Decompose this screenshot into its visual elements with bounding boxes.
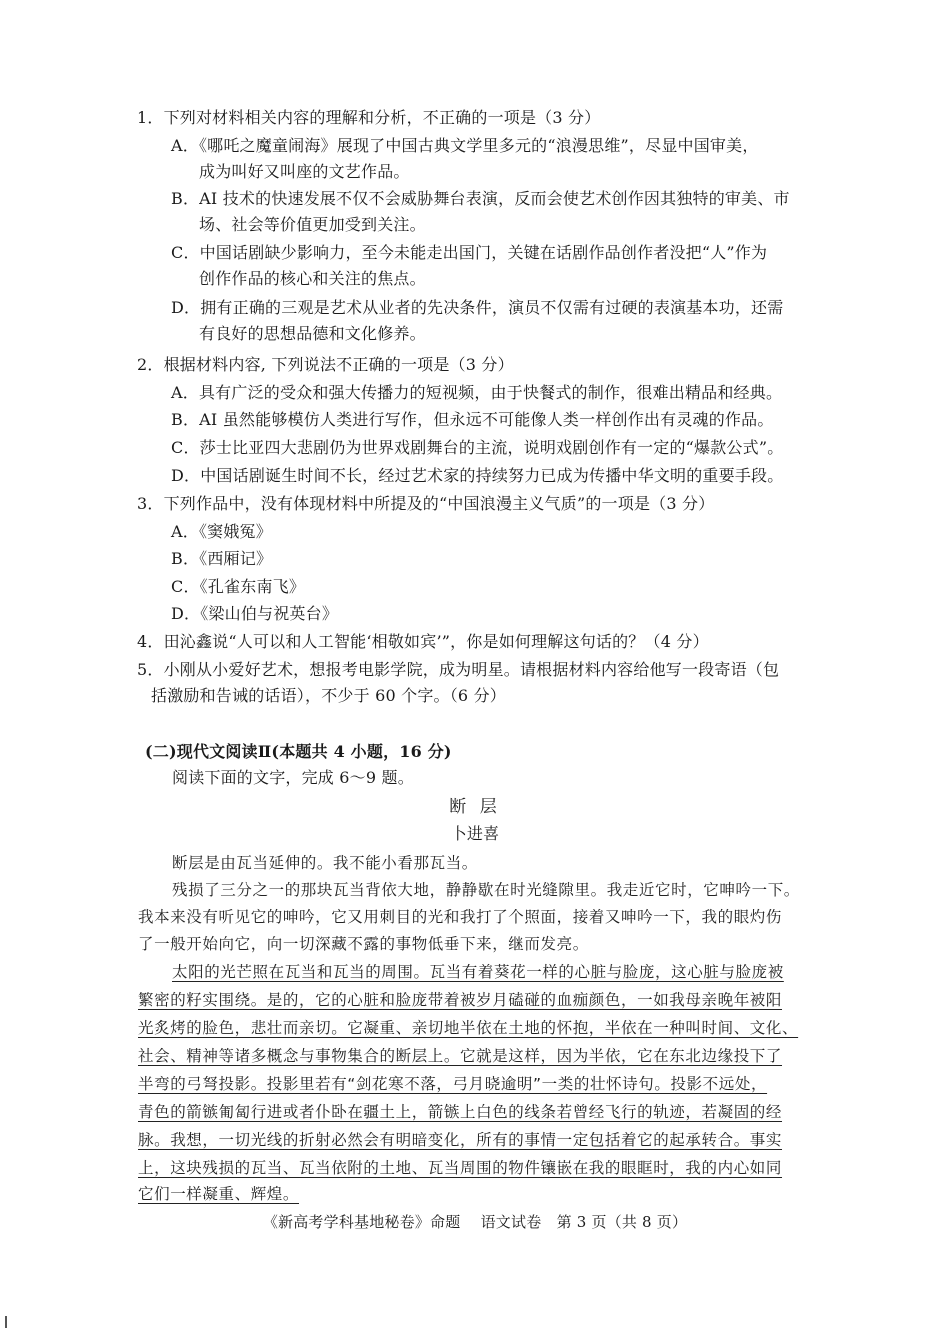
section-instruction: 阅读下面的文字，完成 6～9 题。 xyxy=(172,768,414,787)
question-3-option-b: B．《西厢记》 xyxy=(171,549,273,568)
question-2-option-c: C．莎士比亚四大悲剧仍为世界戏剧舞台的主流，说明戏剧创作有一定的“爆款公式”。 xyxy=(171,438,784,457)
section-heading: (二)现代文阅读Ⅱ(本题共 4 小题，16 分) xyxy=(145,742,452,761)
passage-paragraph-3-line-7: 脉。我想，一切光线的折射必然会有明暗变化，所有的事情一定包括着它的起承转合。事实 xyxy=(138,1131,783,1149)
passage-paragraph-2-line-3: 了一般开始向它，向一切深藏不露的事物低垂下来，继而发亮。 xyxy=(138,935,589,953)
question-5-cont: 括激励和告诫的话语），不少于 60 个字。（6 分） xyxy=(151,686,506,705)
question-5: 5．小刚从小爱好艺术，想报考电影学院，成为明星。请根据材料内容给他写一段寄语（包 xyxy=(137,660,780,679)
question-1-option-c-cont: 创作作品的核心和关注的焦点。 xyxy=(199,269,426,288)
passage-paragraph-3-line-5: 半弯的弓弩投影。投影里若有“剑花寒不落，弓月晓逾明”一类的壮怀诗句。投影不远处， xyxy=(138,1075,768,1093)
question-1-option-d-cont: 有良好的思想品德和文化修养。 xyxy=(199,324,426,343)
question-1-option-c: C．中国话剧缺少影响力，至今未能走出国门，关键在话剧作品创作者没把“人”作为 xyxy=(171,243,768,262)
question-2-stem: 2．根据材料内容, 下列说法不正确的一项是（3 分） xyxy=(137,355,514,374)
passage-paragraph-2-line-2: 我本来没有听见它的呻吟，它又用刺目的光和我打了个照面，接着又呻吟一下，我的眼灼伤 xyxy=(138,908,783,926)
passage-author: 卜进喜 xyxy=(450,824,500,843)
question-1-option-b-cont: 场、社会等价值更加受到关注。 xyxy=(199,215,426,234)
scan-edge-mark xyxy=(5,1316,7,1328)
passage-title: 断 层 xyxy=(449,797,501,817)
question-3-option-d: D．《梁山伯与祝英台》 xyxy=(171,604,339,623)
question-1-stem: 1．下列对材料相关内容的理解和分析，不正确的一项是（3 分） xyxy=(137,108,601,127)
question-2-option-d: D．中国话剧诞生时间不长，经过艺术家的持续努力已成为传播中华文明的重要手段。 xyxy=(171,466,784,485)
passage-paragraph-3-line-4: 社会、精神等诸多概念与事物集合的断层上。它就是这样，因为半依，它在东北边缘投下了 xyxy=(138,1047,783,1065)
question-1-option-b: B．AI 技术的快速发展不仅不会威胁舞台表演，反而会使艺术创作因其独特的审美、市 xyxy=(171,189,790,208)
passage-paragraph-3-line-9: 它们一样凝重、辉煌。 xyxy=(138,1185,300,1203)
passage-paragraph-3-line-3: 光炙烤的脸色，悲壮而亲切。它凝重、亲切地半依在土地的怀抱，半依在一种叫时间、文化、 xyxy=(138,1019,799,1037)
question-3-option-a: A．《窦娥冤》 xyxy=(171,522,272,541)
question-1-option-a: A．《哪吒之魔童闹海》展现了中国古典文学里多元的“浪漫思维”，尽显中国审美， xyxy=(171,136,759,155)
passage-paragraph-2-line-1: 残损了三分之一的那块瓦当背依大地，静静歇在时光缝隙里。我走近它时，它呻吟一下。 xyxy=(172,881,800,899)
question-1-option-a-cont: 成为叫好又叫座的文艺作品。 xyxy=(199,162,410,181)
question-1-option-d: D．拥有正确的三观是艺术从业者的先决条件，演员不仅需有过硬的表演基本功，还需 xyxy=(171,298,784,317)
passage-paragraph-1: 断层是由瓦当延伸的。我不能小看那瓦当。 xyxy=(172,854,478,872)
question-2-option-b: B．AI 虽然能够模仿人类进行写作，但永远不可能像人类一样创作出有灵魂的作品。 xyxy=(171,410,774,429)
page-footer: 《新高考学科基地秘卷》命题 语文试卷 第 3 页（共 8 页） xyxy=(262,1213,688,1231)
passage-paragraph-3-line-2: 繁密的籽实围绕。是的，它的心脏和脸庞带着被岁月磕碰的血痂颜色，一如我母亲晚年被阳 xyxy=(138,991,783,1009)
passage-paragraph-3-line-6: 青色的箭镞匍匐行进或者仆卧在疆土上，箭镞上白色的线条若曾经飞行的轨迹，若凝固的经 xyxy=(138,1103,783,1121)
passage-paragraph-3-line-1: 太阳的光芒照在瓦当和瓦当的周围。瓦当有着葵花一样的心脏与脸庞，这心脏与脸庞被 xyxy=(172,963,784,981)
question-3-stem: 3．下列作品中，没有体现材料中所提及的“中国浪漫主义气质”的一项是（3 分） xyxy=(137,494,715,513)
question-3-option-c: C．《孔雀东南飞》 xyxy=(171,577,306,596)
question-2-option-a: A．具有广泛的受众和强大传播力的短视频，由于快餐式的制作，很难出精品和经典。 xyxy=(171,383,783,402)
passage-paragraph-3-line-8: 上，这块残损的瓦当、瓦当依附的土地、瓦当周围的物件镶嵌在我的眼眶时，我的内心如同 xyxy=(138,1159,783,1177)
question-4: 4．田沁鑫说“人可以和人工智能‘相敬如宾’”，你是如何理解这句话的？（4 分） xyxy=(137,632,709,651)
